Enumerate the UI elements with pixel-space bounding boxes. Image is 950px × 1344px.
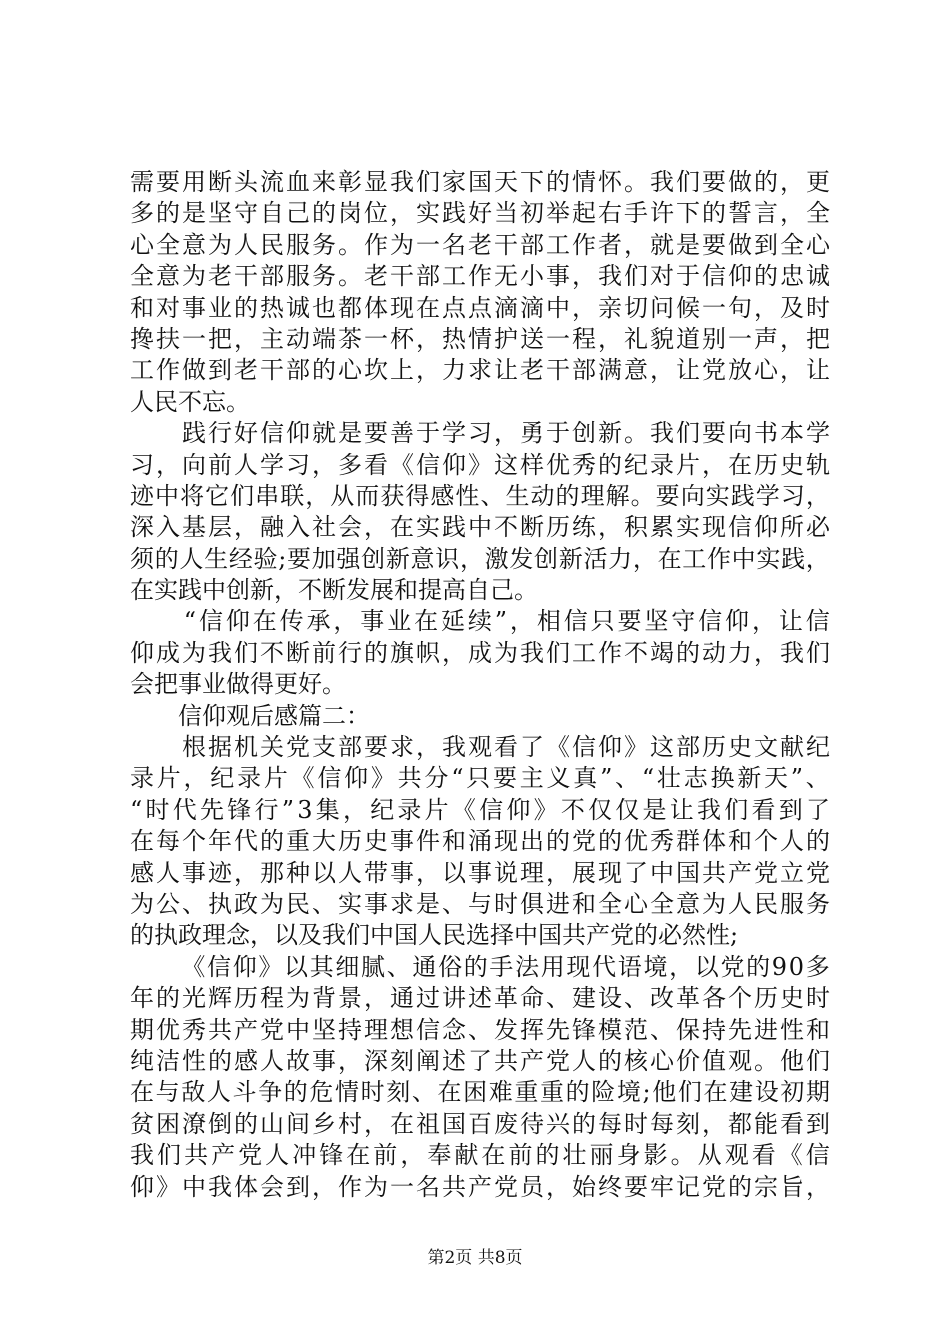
text-line: 贫 困 潦 倒 的 山 间 乡 村 ， 在 祖 国 百 废 待 兴 的 每 时 每 刻 ， 都 能 看 到	[130, 1109, 830, 1138]
text-line: 信仰观后感篇二：	[130, 701, 370, 730]
text-line: “ 时 代 先 锋 行 ” 3 集 ， 纪 录 片 《 信 仰 》 不 仅 仅 是 让 我 们 看 到 了	[130, 795, 830, 824]
text-line: 迹 中 将 它 们 串 联 ， 从 而 获 得 感 性 、 生 动 的 理 解 。 要 向 实 践 学 习 ，	[130, 481, 830, 510]
text-line: 年 的 光 辉 历 程 为 背 景 ， 通 过 讲 述 革 命 、 建 设 、 改 革 各 个 历 史 时	[130, 984, 830, 1013]
text-line: 须 的 人 生 经 验 ; 要 加 强 创 新 意 识 ， 激 发 创 新 活 力 ， 在 工 作 中 实 践 ，	[130, 544, 830, 573]
text-line: 我 们 共 产 党 人 冲 锋 在 前 ， 奉 献 在 前 的 壮 丽 身 影 。 从 观 看 《 信	[130, 1141, 830, 1170]
text-line: 工 作 做 到 老 干 部 的 心 坎 上 ， 力 求 让 老 干 部 满 意 ， 让 党 放 心 ， 让	[130, 356, 830, 385]
text-line: 期 优 秀 共 产 党 中 坚 持 理 想 信 念 、 发 挥 先 锋 模 范 、 保 持 先 进 性 和	[130, 1015, 830, 1044]
text-line: 多 的 是 坚 守 自 己 的 岗 位 ， 实 践 好 当 初 举 起 右 手 许 下 的 誓 言 ， 全	[130, 199, 830, 228]
text-line: 会把事业做得更好。	[130, 670, 346, 699]
page-footer: 第2页 共8页	[427, 1248, 523, 1268]
text-line: 在实践中创新，不断发展和提高自己。	[130, 576, 538, 605]
text-line: 《 信 仰 》 以 其 细 腻 、 通 俗 的 手 法 用 现 代 语 境 ， 以 党 的 9 0 多	[181, 952, 830, 981]
text-line: 为 公 、 执 政 为 民 、 实 事 求 是 、 与 时 俱 进 和 全 心 全 意 为 人 民 服 务	[130, 889, 830, 918]
text-line: 和 对 事 业 的 热 诚 也 都 体 现 在 点 点 滴 滴 中 ， 亲 切 问 候 一 句 ， 及 时	[130, 293, 830, 322]
text-line: 录 片 ， 纪 录 片 《 信 仰 》 共 分 “ 只 要 主 义 真 ” 、 “ 壮 志 换 新 天 ” 、	[130, 764, 830, 793]
text-line: 全 意 为 老 干 部 服 务 。 老 干 部 工 作 无 小 事 ， 我 们 对 于 信 仰 的 忠 诚	[130, 262, 830, 291]
text-line: 纯 洁 性 的 感 人 故 事 ， 深 刻 阐 述 了 共 产 党 人 的 核 心 价 值 观 。 他 们	[130, 1046, 830, 1075]
text-line: “ 信 仰 在 传 承 ， 事 业 在 延 续 ” ， 相 信 只 要 坚 守 信 仰 ， 让 信	[183, 607, 830, 636]
document-body	[130, 167, 830, 1203]
text-line: 践 行 好 信 仰 就 是 要 善 于 学 习 ， 勇 于 创 新 。 我 们 要 向 书 本 学	[182, 419, 830, 448]
text-line: 仰 成 为 我 们 不 断 前 行 的 旗 帜 ， 成 为 我 们 工 作 不 竭 的 动 力 ， 我 们	[130, 638, 830, 667]
text-line: 根 据 机 关 党 支 部 要 求 ， 我 观 看 了 《 信 仰 》 这 部 历 史 文 献 纪	[182, 733, 830, 762]
text-line: 深 入 基 层 ， 融 入 社 会 ， 在 实 践 中 不 断 历 练 ， 积 累 实 现 信 仰 所 必	[130, 513, 830, 542]
text-line: 仰 》 中 我 体 会 到 ， 作 为 一 名 共 产 党 员 ， 始 终 要 牢 记 党 的 宗 旨 ，	[130, 1172, 830, 1201]
text-line: 感 人 事 迹 ， 那 种 以 人 带 事 ， 以 事 说 理 ， 展 现 了 中 国 共 产 党 立 党	[130, 858, 830, 887]
text-line: 需 要 用 断 头 流 血 来 彰 显 我 们 家 国 天 下 的 情 怀 。 我 们 要 做 的 ， 更	[130, 168, 830, 196]
text-line: 的执政理念，以及我们中国人民选择中国共产党的必然性;	[130, 921, 739, 950]
text-line: 搀 扶 一 把 ， 主 动 端 茶 一 杯 ， 热 情 护 送 一 程 ， 礼 貌 道 别 一 声 ， 把	[130, 324, 830, 353]
text-line: 人民不忘。	[130, 387, 250, 416]
text-line: 在 每 个 年 代 的 重 大 历 史 事 件 和 涌 现 出 的 党 的 优 秀 群 体 和 个 人 的	[130, 827, 830, 856]
text-line: 习 ， 向 前 人 学 习 ， 多 看 《 信 仰 》 这 样 优 秀 的 纪 录 片 ， 在 历 史 轨	[130, 450, 830, 479]
text-line: 在 与 敌 人 斗 争 的 危 情 时 刻 、 在 困 难 重 重 的 险 境 ; 他 们 在 建 设 初 期	[130, 1078, 830, 1107]
text-line: 心 全 意 为 人 民 服 务 。 作 为 一 名 老 干 部 工 作 者 ， 就 是 要 做 到 全 心	[130, 230, 830, 259]
